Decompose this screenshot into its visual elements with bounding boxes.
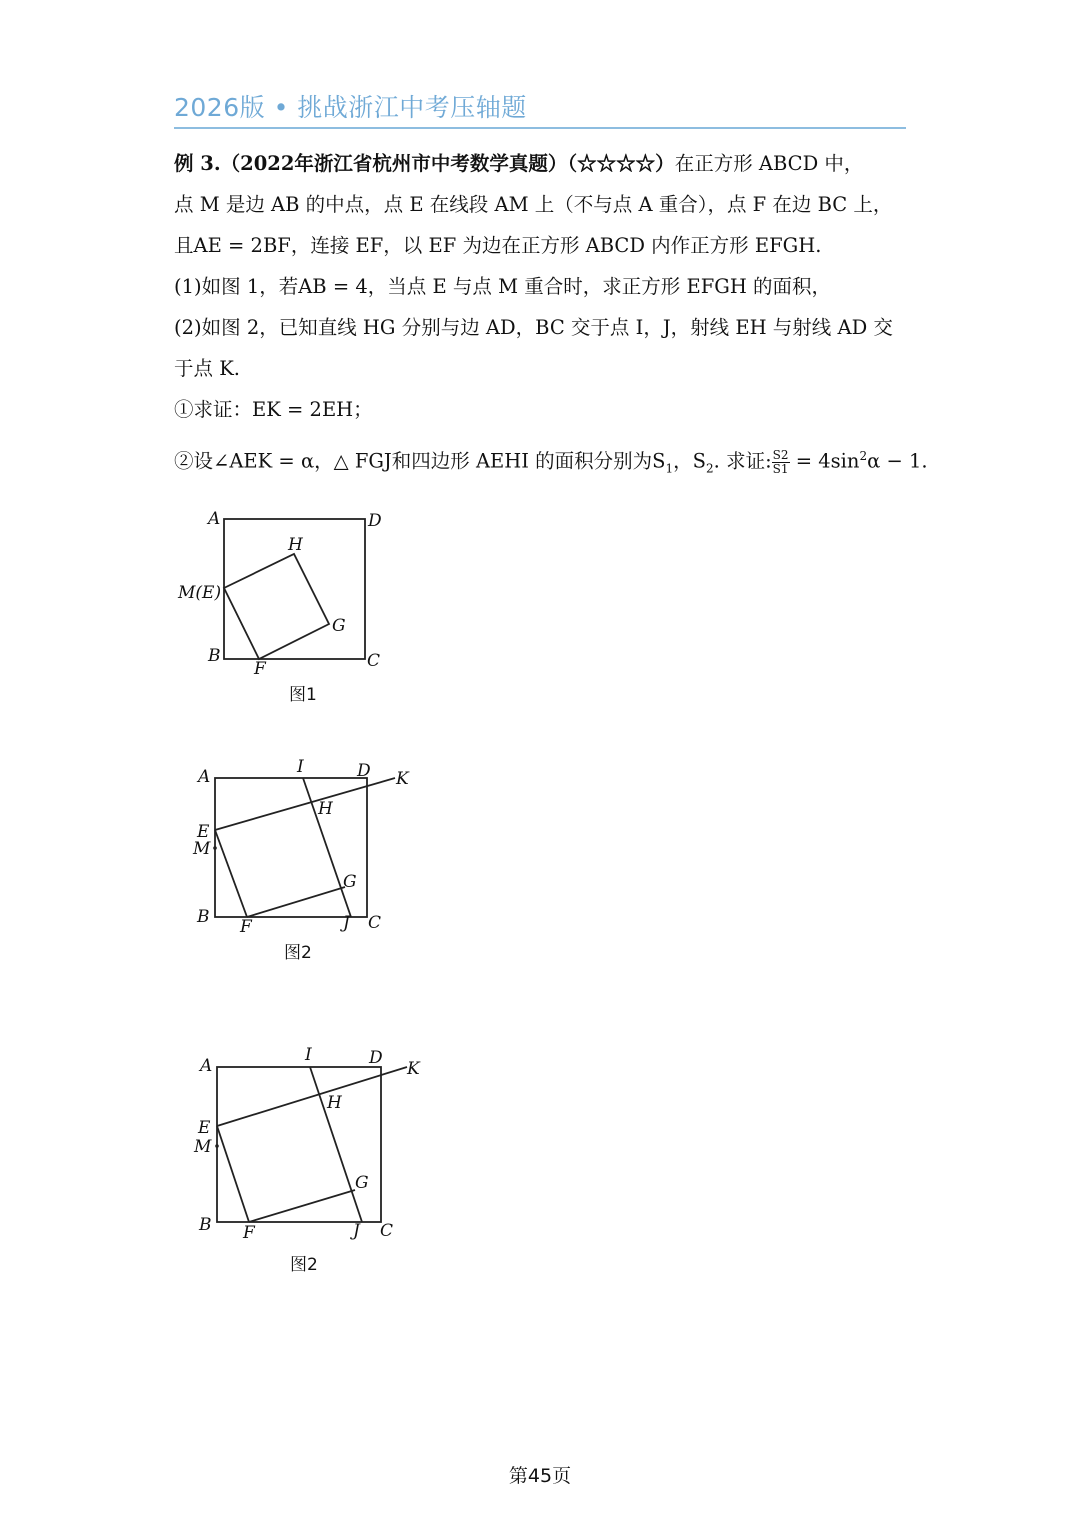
label-e: E: [198, 1118, 211, 1138]
part-1: (1)如图 1，若AB = 4，当点 E 与点 M 重合时，求正方形 EFGH 的面积，: [174, 275, 832, 298]
label-c: C: [368, 913, 382, 933]
sub2-sup-2: 2: [859, 449, 868, 463]
label-b: B: [199, 1215, 212, 1235]
square-efgh: [224, 554, 329, 659]
label-g: G: [355, 1173, 369, 1193]
segment-fg: [249, 1190, 355, 1222]
figure-3: [185, 1040, 445, 1250]
label-i: I: [297, 757, 304, 777]
label-c: C: [367, 651, 381, 671]
label-e: E: [197, 822, 210, 842]
fraction-numerator: S2: [772, 447, 789, 462]
sub2-text-e: α − 1.: [867, 449, 928, 473]
label-a: A: [198, 767, 211, 787]
segment-ef: [217, 1126, 249, 1222]
label-m: M: [194, 1137, 212, 1157]
label-a: A: [208, 509, 221, 529]
line-ij: [310, 1067, 362, 1222]
sub2-text-d: = 4sin: [789, 449, 860, 473]
point-m: [213, 846, 217, 850]
sub-question-1: ①求证：EK = 2EH；: [174, 398, 373, 421]
sub2-text-a: ②设∠AEK = α，△ FGJ和四边形 AEHI 的面积分别为S: [174, 449, 666, 473]
figure-2-caption: 图2: [284, 943, 312, 963]
problem-label: 例 3.: [174, 152, 221, 175]
label-h: H: [288, 535, 303, 555]
part-2-line-2: 于点 K.: [174, 357, 240, 380]
problem-line-2: 点 M 是边 AB 的中点，点 E 在线段 AM 上（不与点 A 重合），点 F 在边 BC 上，: [174, 193, 893, 216]
label-h: H: [327, 1093, 342, 1113]
header-divider: [174, 127, 906, 129]
problem-line-3: 且AE = 2BF，连接 EF，以 EF 为边在正方形 ABCD 内作正方形 EFGH.: [174, 234, 822, 257]
segment-fg: [247, 887, 345, 917]
label-f: F: [254, 659, 266, 679]
label-a: A: [200, 1056, 213, 1076]
label-g: G: [332, 616, 346, 636]
label-k: K: [396, 769, 409, 789]
figure-1-caption: 图1: [289, 685, 317, 705]
label-d: D: [368, 511, 382, 531]
label-j: J: [353, 1221, 360, 1241]
label-m: M: [193, 839, 211, 859]
label-b: B: [208, 646, 221, 666]
fraction-denominator: S1: [772, 461, 789, 476]
label-d: D: [369, 1048, 383, 1068]
sub2-sub-1: 1: [665, 461, 674, 476]
problem-source: （2022年浙江省杭州市中考数学真题）（☆☆☆☆）: [220, 152, 675, 175]
page-number: 第45页: [508, 1465, 572, 1487]
label-c: C: [380, 1221, 394, 1241]
label-j: J: [343, 913, 350, 933]
label-i: I: [305, 1045, 312, 1065]
sub2-text-c: . 求证:: [713, 449, 772, 473]
problem-line-1: [174, 143, 863, 184]
figure-3-caption: 图2: [290, 1255, 318, 1275]
label-m-e: M(E): [178, 583, 222, 603]
part-2-line-1: (2)如图 2，已知直线 HG 分别与边 AD，BC 交于点 I，J，射线 EH 与射线 AD 交: [174, 316, 893, 339]
label-k: K: [407, 1059, 420, 1079]
point-m: [215, 1144, 219, 1148]
label-f: F: [243, 1223, 255, 1243]
figure-2: [185, 755, 435, 945]
label-d: D: [357, 761, 371, 781]
label-h: H: [318, 799, 333, 819]
label-g: G: [343, 872, 357, 892]
problem-line1-rest: 在正方形 ABCD 中，: [674, 152, 864, 175]
sub2-fraction: [772, 449, 790, 476]
sub2-text-b: ，S: [673, 449, 707, 473]
sub2-sub-2: 2: [706, 461, 714, 476]
label-f: F: [240, 917, 252, 937]
ray-ek: [217, 1067, 407, 1126]
page-header-title: 2026版 • 挑战浙江中考压轴题: [174, 93, 527, 122]
label-b: B: [197, 907, 210, 927]
sub-question-2: [174, 436, 928, 489]
segment-ef: [215, 830, 247, 917]
